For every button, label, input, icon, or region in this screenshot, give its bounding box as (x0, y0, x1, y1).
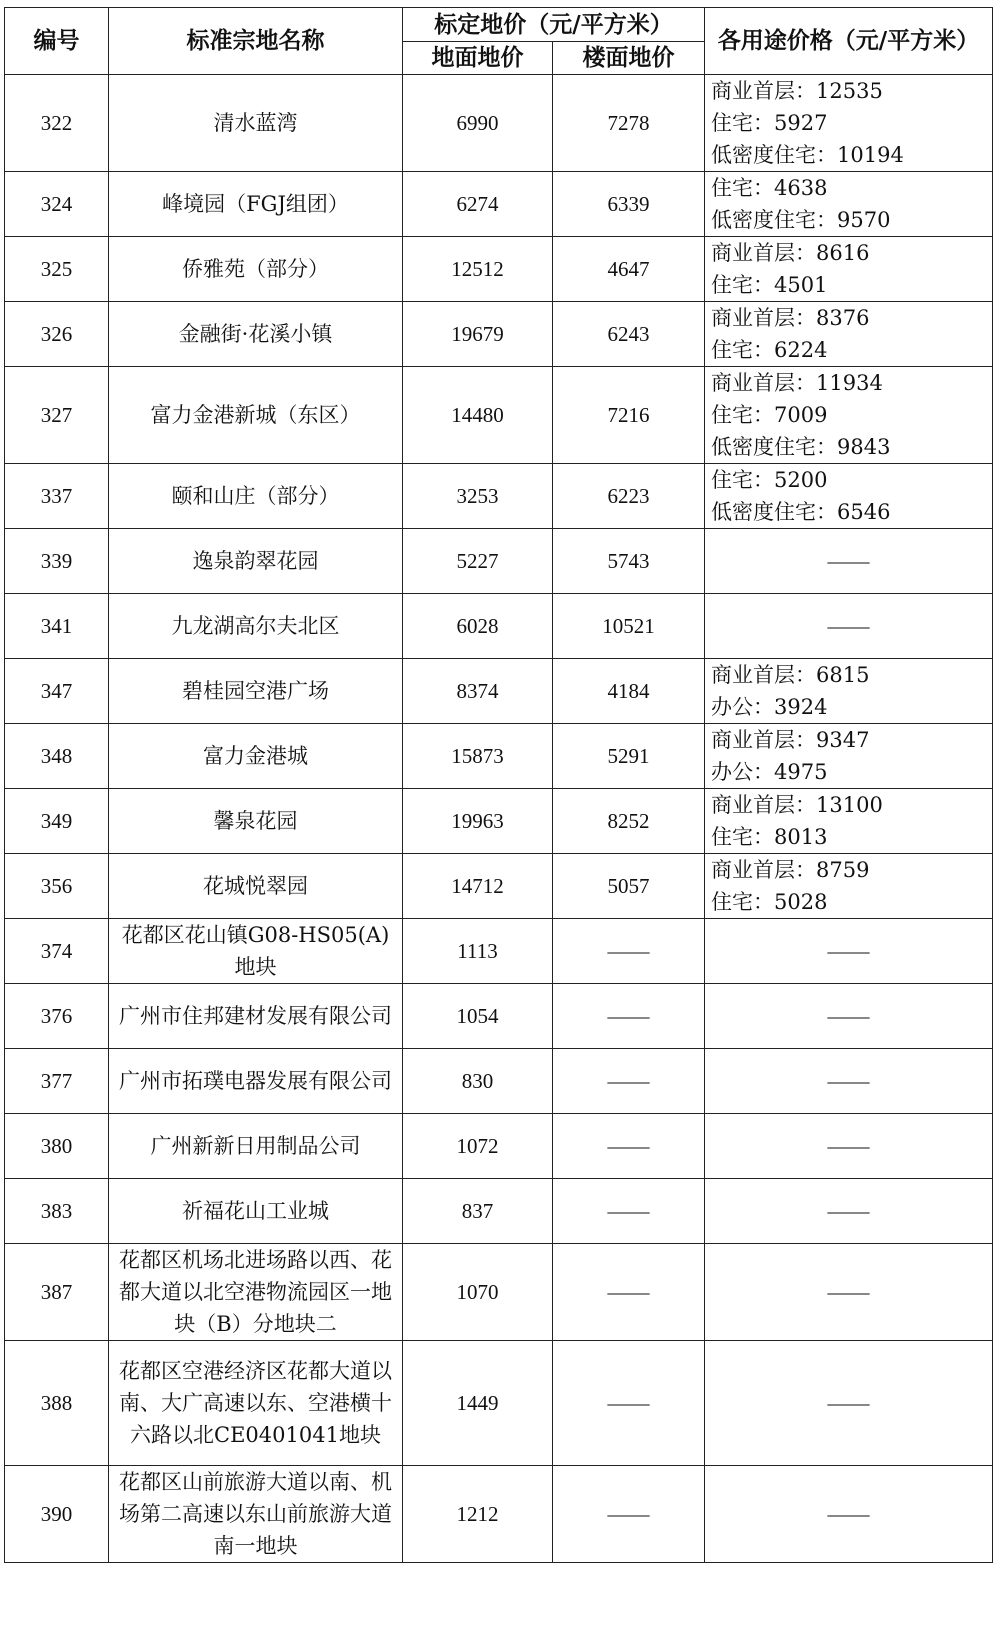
row-land-price: 15873 (403, 724, 553, 789)
row-name: 花城悦翠园 (109, 854, 403, 919)
table-row (5, 1049, 993, 1114)
row-id: 339 (5, 529, 109, 594)
row-land-price: 14712 (403, 854, 553, 919)
row-id: 324 (5, 172, 109, 237)
table-row (5, 237, 993, 302)
row-id: 348 (5, 724, 109, 789)
row-name: 九龙湖高尔夫北区 (109, 594, 403, 659)
header-standard-price: 标定地价（元/平方米） (403, 8, 705, 42)
row-land-price: 1212 (403, 1466, 553, 1563)
row-id: 390 (5, 1466, 109, 1563)
table-row (5, 75, 993, 172)
row-floor-price: —— (553, 1114, 705, 1179)
row-floor-price: —— (553, 919, 705, 984)
row-usage-price (705, 789, 993, 854)
row-name: 广州市拓璞电器发展有限公司 (109, 1049, 403, 1114)
row-floor-price: —— (553, 1244, 705, 1341)
row-land-price: 6274 (403, 172, 553, 237)
table-header (5, 8, 993, 75)
row-id: 341 (5, 594, 109, 659)
row-id: 376 (5, 984, 109, 1049)
table-row (5, 1179, 993, 1244)
row-id: 349 (5, 789, 109, 854)
row-floor-price: —— (553, 1466, 705, 1563)
row-usage-price (705, 1466, 993, 1563)
header-id: 编号 (5, 8, 109, 75)
usage-price-line: 住宅：5927 (711, 111, 828, 135)
table-row (5, 1114, 993, 1179)
row-id: 322 (5, 75, 109, 172)
row-floor-price: 8252 (553, 789, 705, 854)
table-row (5, 659, 993, 724)
row-name: 馨泉花园 (109, 789, 403, 854)
row-name: 逸泉韵翠花园 (109, 529, 403, 594)
usage-price-line: 商业首层：11934 (711, 371, 883, 395)
row-name: 花都区空港经济区花都大道以南、大广高速以东、空港横十六路以北CE0401041地块 (109, 1341, 403, 1466)
row-floor-price: 5291 (553, 724, 705, 789)
row-floor-price: —— (553, 984, 705, 1049)
row-id: 387 (5, 1244, 109, 1341)
row-usage-price (705, 984, 993, 1049)
row-id: 327 (5, 367, 109, 464)
row-id: 383 (5, 1179, 109, 1244)
table-row (5, 984, 993, 1049)
row-land-price: 8374 (403, 659, 553, 724)
row-usage-price (705, 529, 993, 594)
table-row (5, 1341, 993, 1466)
row-floor-price: 4184 (553, 659, 705, 724)
table-row (5, 529, 993, 594)
table-row (5, 789, 993, 854)
row-name: 金融街·花溪小镇 (109, 302, 403, 367)
row-floor-price: 7216 (553, 367, 705, 464)
row-land-price: 12512 (403, 237, 553, 302)
usage-price-line: 办公：4975 (711, 760, 828, 784)
row-floor-price: —— (553, 1049, 705, 1114)
header-usage-price (705, 8, 993, 75)
row-usage-price (705, 75, 993, 172)
row-name: 峰境园（FGJ组团） (109, 172, 403, 237)
usage-price-line: 住宅：7009 (711, 403, 828, 427)
table-row (5, 1244, 993, 1341)
row-usage-price (705, 659, 993, 724)
row-floor-price: —— (553, 1179, 705, 1244)
usage-price-line: 商业首层：8759 (711, 858, 870, 882)
usage-price-line: —— (827, 1502, 870, 1526)
header-usage-price-text: 各用途价格（元/平方米） (717, 27, 980, 54)
table-row (5, 854, 993, 919)
row-usage-price (705, 1341, 993, 1466)
row-land-price: 830 (403, 1049, 553, 1114)
usage-price-line: 商业首层：12535 (711, 79, 883, 103)
usage-price-line: 商业首层：13100 (711, 793, 883, 817)
usage-price-line: 住宅：5200 (711, 468, 828, 492)
table-row (5, 464, 993, 529)
row-land-price: 19963 (403, 789, 553, 854)
row-id: 356 (5, 854, 109, 919)
usage-price-line: 低密度住宅：10194 (711, 143, 904, 167)
row-land-price: 1072 (403, 1114, 553, 1179)
row-name: 花都区山前旅游大道以南、机场第二高速以东山前旅游大道南一地块 (109, 1466, 403, 1563)
row-land-price: 1113 (403, 919, 553, 984)
row-id: 388 (5, 1341, 109, 1466)
row-floor-price: 5057 (553, 854, 705, 919)
usage-price-line: 商业首层：8616 (711, 241, 870, 265)
row-id: 374 (5, 919, 109, 984)
usage-price-line: 住宅：4638 (711, 176, 828, 200)
row-land-price: 5227 (403, 529, 553, 594)
row-usage-price (705, 464, 993, 529)
row-usage-price (705, 854, 993, 919)
usage-price-line: —— (827, 1280, 870, 1304)
row-name: 富力金港城 (109, 724, 403, 789)
row-usage-price (705, 367, 993, 464)
header-floor-price: 楼面地价 (553, 42, 705, 75)
usage-price-line: 商业首层：6815 (711, 663, 870, 687)
row-land-price: 6990 (403, 75, 553, 172)
usage-price-line: 办公：3924 (711, 695, 828, 719)
usage-price-line: 住宅：5028 (711, 890, 828, 914)
row-land-price: 14480 (403, 367, 553, 464)
row-usage-price (705, 724, 993, 789)
table-body (5, 75, 993, 1563)
table-row (5, 594, 993, 659)
usage-price-line: —— (827, 1004, 870, 1028)
row-floor-price: 6243 (553, 302, 705, 367)
row-name: 祈福花山工业城 (109, 1179, 403, 1244)
row-usage-price (705, 1244, 993, 1341)
row-land-price: 3253 (403, 464, 553, 529)
row-usage-price (705, 172, 993, 237)
row-name: 颐和山庄（部分） (109, 464, 403, 529)
usage-price-line: 商业首层：9347 (711, 728, 870, 752)
table-row (5, 302, 993, 367)
header-land-price: 地面地价 (403, 42, 553, 75)
row-floor-price: —— (553, 1341, 705, 1466)
table-row (5, 919, 993, 984)
table-row (5, 172, 993, 237)
row-floor-price: 6223 (553, 464, 705, 529)
row-land-price: 19679 (403, 302, 553, 367)
row-id: 380 (5, 1114, 109, 1179)
row-usage-price (705, 237, 993, 302)
usage-price-line: —— (827, 1134, 870, 1158)
row-id: 325 (5, 237, 109, 302)
usage-price-line: —— (827, 1391, 870, 1415)
row-name: 碧桂园空港广场 (109, 659, 403, 724)
row-usage-price (705, 1049, 993, 1114)
usage-price-line: 低密度住宅：9843 (711, 435, 891, 459)
usage-price-line: 低密度住宅：6546 (711, 500, 891, 524)
row-name: 富力金港新城（东区） (109, 367, 403, 464)
usage-price-line: 住宅：6224 (711, 338, 828, 362)
usage-price-line: —— (827, 549, 870, 573)
row-id: 347 (5, 659, 109, 724)
usage-price-line: —— (827, 1069, 870, 1093)
row-usage-price (705, 594, 993, 659)
row-id: 337 (5, 464, 109, 529)
row-name: 花都区机场北进场路以西、花都大道以北空港物流园区一地块（B）分地块二 (109, 1244, 403, 1341)
usage-price-line: 住宅：8013 (711, 825, 828, 849)
row-land-price: 1054 (403, 984, 553, 1049)
row-name: 广州市住邦建材发展有限公司 (109, 984, 403, 1049)
row-land-price: 6028 (403, 594, 553, 659)
usage-price-line: 低密度住宅：9570 (711, 208, 891, 232)
row-name: 花都区花山镇G08-HS05(A)地块 (109, 919, 403, 984)
row-floor-price: 5743 (553, 529, 705, 594)
usage-price-line: —— (827, 1199, 870, 1223)
usage-price-line: 住宅：4501 (711, 273, 828, 297)
row-name: 清水蓝湾 (109, 75, 403, 172)
row-id: 377 (5, 1049, 109, 1114)
row-id: 326 (5, 302, 109, 367)
table-row (5, 367, 993, 464)
header-name: 标准宗地名称 (109, 8, 403, 75)
row-land-price: 1449 (403, 1341, 553, 1466)
table-row (5, 1466, 993, 1563)
row-usage-price (705, 302, 993, 367)
row-name: 侨雅苑（部分） (109, 237, 403, 302)
row-name: 广州新新日用制品公司 (109, 1114, 403, 1179)
row-usage-price (705, 1179, 993, 1244)
row-usage-price (705, 919, 993, 984)
usage-price-line: —— (827, 939, 870, 963)
usage-price-line: 商业首层：8376 (711, 306, 870, 330)
row-floor-price: 10521 (553, 594, 705, 659)
row-floor-price: 6339 (553, 172, 705, 237)
land-price-table (4, 7, 993, 1563)
row-floor-price: 7278 (553, 75, 705, 172)
row-usage-price (705, 1114, 993, 1179)
row-land-price: 837 (403, 1179, 553, 1244)
row-land-price: 1070 (403, 1244, 553, 1341)
usage-price-line: —— (827, 614, 870, 638)
row-floor-price: 4647 (553, 237, 705, 302)
table-row (5, 724, 993, 789)
